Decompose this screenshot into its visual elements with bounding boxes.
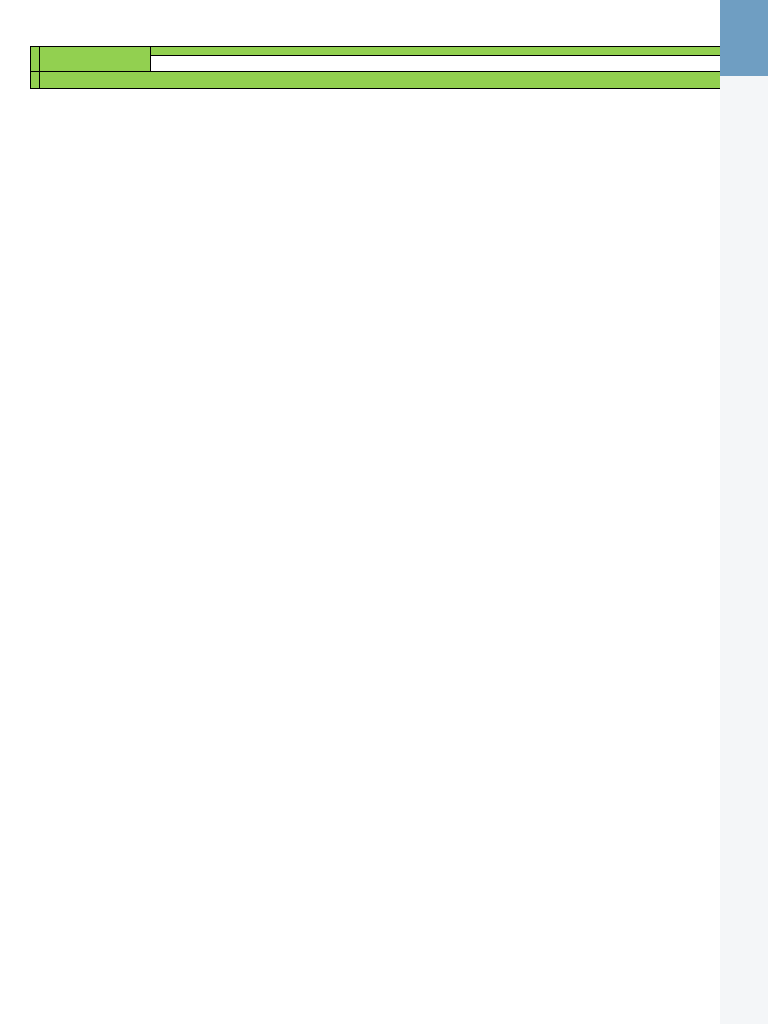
schedule-sheet xyxy=(30,0,720,1024)
viewer-side-tab[interactable] xyxy=(720,0,768,76)
header-no xyxy=(31,47,40,72)
schedule-table-top xyxy=(30,46,721,89)
header-nama-klinik xyxy=(40,47,151,72)
header-tanggal-row xyxy=(31,47,721,56)
viewer-sidebar xyxy=(720,0,768,1024)
header-tanggal xyxy=(151,47,721,56)
section-label xyxy=(40,72,721,89)
section-poliklinik-utara xyxy=(31,72,721,89)
